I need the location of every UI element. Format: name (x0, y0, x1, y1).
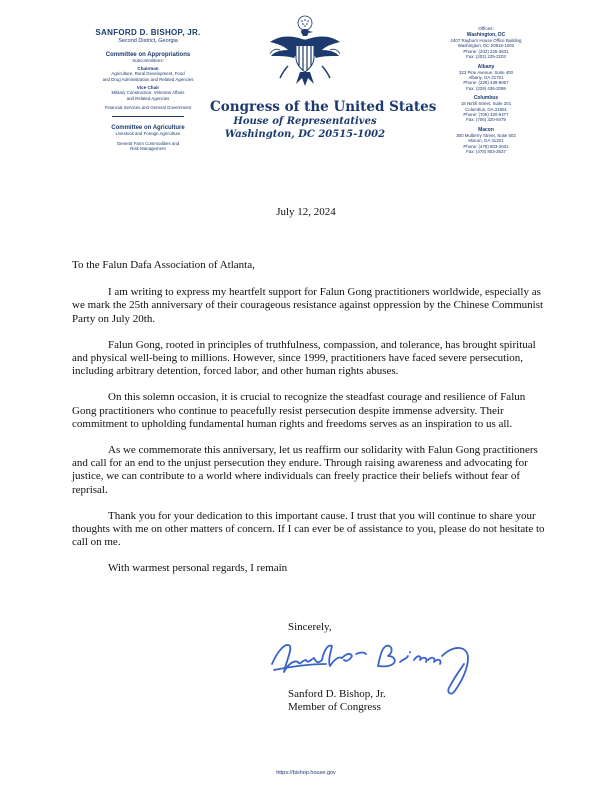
office-city: Albany (477, 63, 495, 70)
office-city: Columbus (473, 95, 499, 102)
office-line: 323 Pine Avenue, Suite 400 (458, 69, 514, 75)
congress-title: Congress of the United States (210, 99, 437, 115)
paragraph: I am writing to express my heartfelt support for Falun Gong practitioners worldwide, especially as we mark the 25th anniversary of their courageous resistance against oppression by the Chinese Communist Party on July 20th. (72, 286, 544, 325)
office-line: Phone: (706) 320-9477 (463, 112, 509, 118)
offices-label: Offices: (478, 26, 494, 31)
signer-title: Member of Congress (288, 701, 381, 714)
office-line: Phone: (229) 439-8067 (463, 80, 509, 86)
office-line: 18 Ninth Street, Suite 201 (460, 101, 512, 107)
agriculture-line-3: Risk Management (130, 146, 166, 152)
office-line: Fax: (478) 803-2637 (466, 149, 506, 155)
office-line: Phone: (478) 803-2631 (463, 143, 509, 149)
footer-url: https://bishop.house.gov (276, 770, 336, 776)
letter-date: July 12, 2024 (276, 206, 336, 218)
chairman-line-2: and Drug Administration and Related Agencies (102, 76, 194, 82)
house-of-representatives: House of Representatives (233, 116, 377, 127)
paragraph: As we commemorate this anniversary, let us reaffirm our solidarity with Falun Gong practitioners and call for an end to the unjust persecution they endure. Through raising awareness and advocating for justice, we can contribute to a world where individuals can freely practice their beliefs without fear of reprisal. (72, 444, 538, 496)
letter-body (72, 259, 546, 576)
paragraph: On this solemn occasion, it is crucial to recognize the steadfast courage and resilience of Falun Gong practitioners who continue to peacefully resist persecution despite immense adversity. Their commitment to upholding fundamental human rights and freedoms serves as an inspiration to us all. (72, 391, 526, 430)
office-line: Washington, DC 20515-1002 (457, 43, 515, 49)
office-line: 2407 Rayburn House Office Building (450, 38, 522, 43)
vice-chair-label: Vice Chair (136, 85, 160, 91)
letterhead-left (68, 28, 228, 152)
vice-chair-line-1: Military Construction, Veterans Affairs (111, 90, 185, 96)
office-line: Fax: (229) 436-2099 (466, 85, 506, 91)
signer-name: Sanford D. Bishop, Jr. (288, 688, 386, 700)
member-name: SANFORD D. BISHOP, JR. (95, 28, 201, 37)
financial-services: Financial Services and General Government (104, 105, 192, 111)
office-line: 300 Mulberry Street, Suite 502 (456, 132, 516, 138)
letterhead-center (210, 14, 437, 141)
agriculture-line-1: Livestock and Foreign Agriculture (115, 131, 181, 137)
office-line: Columbus, GA 31901 (465, 106, 507, 112)
great-seal-eagle-icon (266, 14, 344, 96)
office-line: Fax: (202) 225-2203 (466, 54, 506, 60)
office-columbus (428, 95, 544, 123)
chairman-line-1: Agriculture, Rural Development, Food (111, 71, 185, 77)
office-albany (428, 64, 544, 92)
office-line: Fax: (706) 320-9479 (466, 117, 506, 123)
chairman-label: Chairman (137, 66, 159, 72)
office-city: Washington, DC (466, 32, 506, 38)
letterhead-right (428, 26, 544, 155)
office-washington (428, 32, 544, 60)
paragraph: Thank you for your dedication to this important cause. I trust that you will continue to share your thoughts with me on other matters of concern. If I can ever be of assistance to you, please do not hesitate to call on me. (72, 509, 545, 549)
paragraph: Falun Gong, rooted in principles of truthfulness, compassion, and tolerance, has brought spiritual and physical well-being to millions. However, since 1999, practitioners have faced severe persecution, including arbitrary detention, forced labor, and other human rights abuses. (72, 338, 536, 378)
city-zip: Washington, DC 20515-1002 (224, 129, 386, 140)
office-city: Macon (478, 126, 494, 133)
vice-chair-line-2: and Related Agencies (126, 95, 170, 101)
office-line: Albany, GA 31701 (468, 75, 504, 81)
office-line: Phone: (202) 225-3631 (463, 48, 509, 54)
district: Second District, Georgia (118, 38, 178, 44)
agriculture-line-2: General Farm Commodities and (116, 140, 180, 146)
salutation: To the Falun Dafa Association of Atlanta, (72, 259, 255, 271)
signer-block (288, 688, 386, 714)
sign-off: Sincerely, (288, 621, 332, 633)
closing-line: With warmest personal regards, I remain (108, 562, 288, 575)
divider (112, 116, 184, 117)
office-macon (428, 127, 544, 155)
office-line: Macon, GA 31201 (468, 138, 504, 144)
committee-appropriations: Committee on Appropriations (105, 52, 191, 58)
subcommittees-label: Subcommittees: (132, 58, 164, 63)
committee-agriculture: Committee on Agriculture (111, 125, 185, 132)
